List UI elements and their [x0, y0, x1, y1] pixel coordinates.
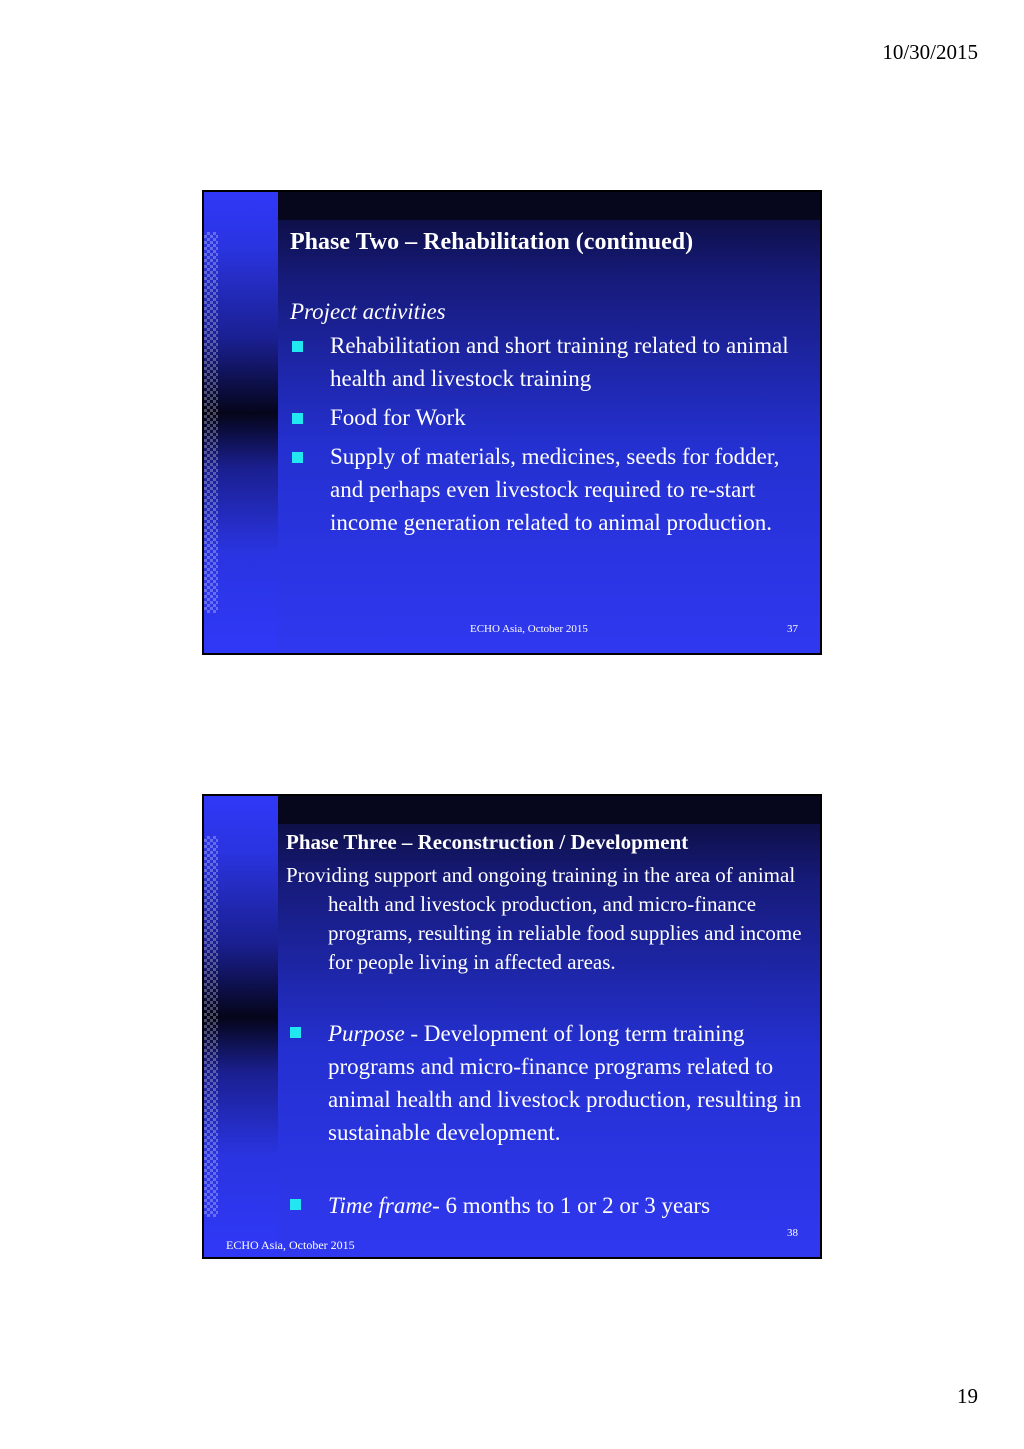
purpose-label: Purpose: [328, 1021, 405, 1047]
slide-subheading: Project activities: [290, 298, 446, 324]
square-bullet-icon: [290, 1199, 301, 1210]
purpose-text: - Development of long term training programs and micro-finance programs related to animal health and livestock production, resulting in sustainable development.: [328, 1021, 802, 1146]
slide-left-bar: [204, 796, 278, 1257]
slide-top-band: [278, 192, 820, 220]
square-bullet-icon: [292, 413, 303, 424]
bullet-text: Supply of materials, medicines, seeds for fodder, and perhaps even livestock required to re-start income generation related to animal production.: [330, 443, 780, 535]
slide-left-bar: [204, 192, 278, 653]
page-date: 10/30/2015: [882, 40, 978, 64]
checker-pattern: [204, 232, 218, 613]
square-bullet-icon: [290, 1027, 301, 1038]
slide-footer: ECHO Asia, October 2015: [470, 623, 588, 635]
list-item: [288, 401, 802, 434]
page-number: 19: [957, 1384, 978, 1408]
bullet-list: [288, 329, 802, 539]
slide-37: [202, 190, 822, 655]
list-item: [288, 329, 802, 395]
square-bullet-icon: [292, 452, 303, 463]
slide-paragraph: Providing support and ongoing training in the area of animal health and livestock production, and micro-finance programs, resulting in reliable food supplies and income for people living in affected areas.: [286, 863, 802, 975]
bullet-text: Food for Work: [330, 404, 466, 430]
list-item: [286, 1017, 802, 1149]
slide-title: Phase Three – Reconstruction / Development: [286, 830, 689, 854]
slide-number: 37: [787, 623, 798, 635]
slide-title: Phase Two – Rehabilitation (continued): [290, 229, 694, 255]
checker-pattern: [204, 836, 218, 1217]
slide-38: [202, 794, 822, 1259]
slide-top-band: [278, 796, 820, 824]
slide-content: [286, 830, 802, 1228]
bullet-text: Rehabilitation and short training related to animal health and livestock training: [330, 332, 789, 391]
slide-number: 38: [787, 1227, 798, 1239]
list-item: [286, 1189, 802, 1222]
list-item: [288, 440, 802, 539]
bullet-list: [286, 1017, 802, 1222]
square-bullet-icon: [292, 341, 303, 352]
timeframe-label: Time frame: [328, 1193, 433, 1219]
slide-content: [288, 228, 802, 545]
slide-footer: ECHO Asia, October 2015: [226, 1238, 355, 1252]
timeframe-text: - 6 months to 1 or 2 or 3 years: [432, 1193, 711, 1219]
